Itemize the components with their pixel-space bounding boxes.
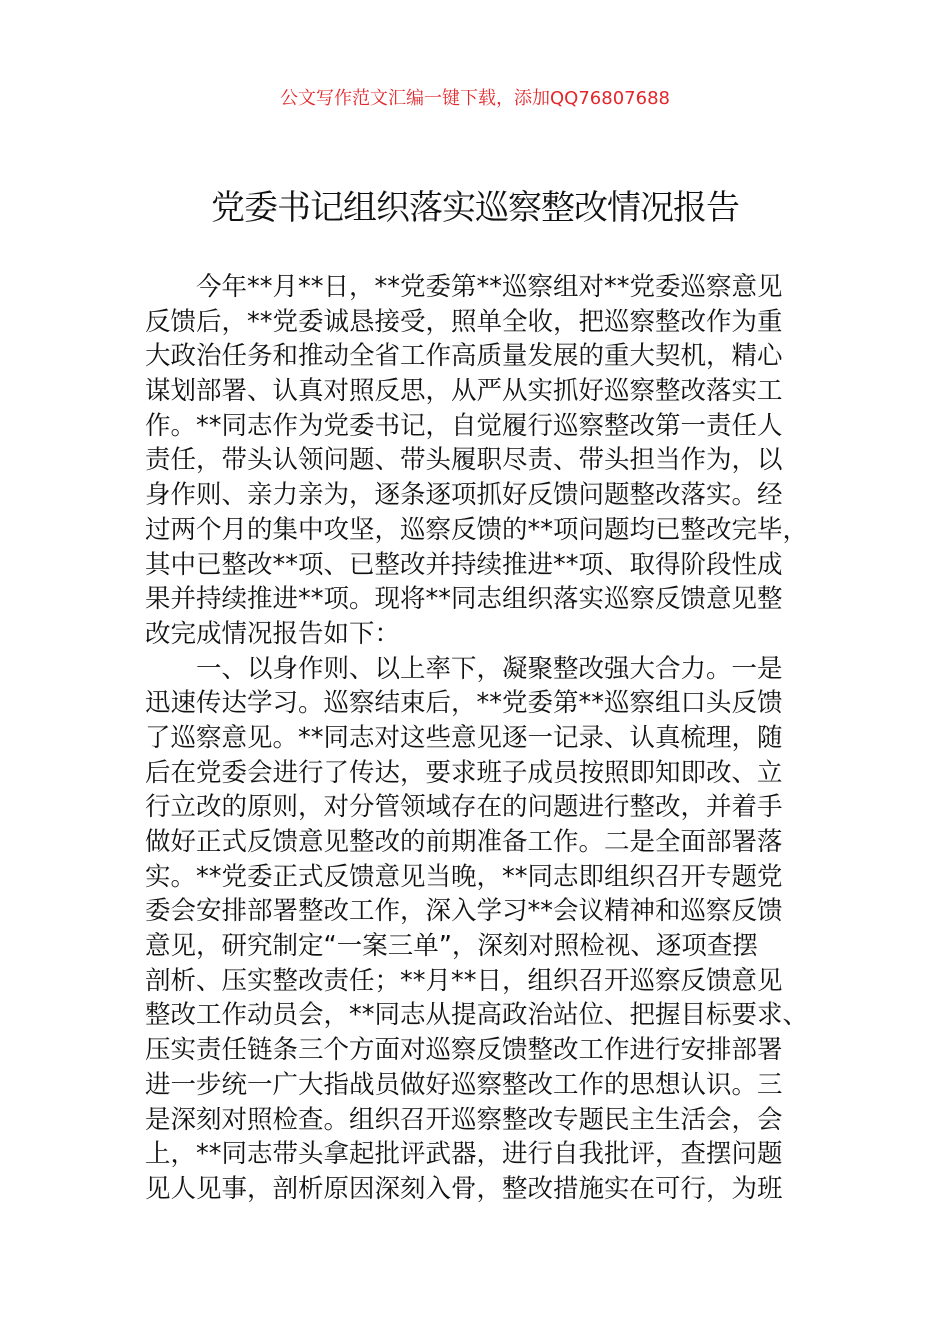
body-text-line: 大政治任务和推动全省工作高质量发展的重大契机，精心 [145,341,783,372]
document-title: 党委书记组织落实巡察整改情况报告 [211,188,739,228]
body-text-line: 谋划部署、认真对照反思，从严从实抓好巡察整改落实工 [145,376,783,407]
body-text-line: 反馈后，**党委诚恳接受，照单全收，把巡察整改作为重 [145,306,783,337]
body-text-line: 其中已整改**项、已整改并持续推进**项、取得阶段性成 [145,549,783,580]
body-text-line: 见人见事，剖析原因深刻入骨，整改措施实在可行，为班 [145,1173,783,1204]
document-body [145,270,825,1207]
body-text-line: 今年**月**日，**党委第**巡察组对**党委巡察意见 [196,272,783,302]
body-text-line: 是深刻对照检查。组织召开巡察整改专题民主生活会，会 [145,1104,783,1135]
body-text-line: 整改工作动员会，**同志从提高政治站位、把握目标要求、 [145,1000,809,1031]
body-text-line: 意见，研究制定“一案三单”，深刻对照检视、逐项查摆 [145,931,758,962]
body-text-line: 一、以身作则、以上率下，凝聚整改强大合力。一是 [196,653,783,684]
body-text-line: 责任，带头认领问题、带头履职尽责、带头担当作为，以 [145,445,783,476]
watermark-header: 公文写作范文汇编一键下载，添加QQ76807688 [280,88,670,109]
body-text-line: 剖析、压实整改责任；**月**日，组织召开巡察反馈意见 [145,965,783,996]
body-text-line: 行立改的原则，对分管领域存在的问题进行整改，并着手 [145,792,783,823]
body-text-line: 过两个月的集中攻坚，巡察反馈的**项问题均已整改完毕， [145,514,809,545]
body-text-line: 进一步统一广大指战员做好巡察整改工作的思想认识。三 [145,1069,783,1100]
body-text-line: 压实责任链条三个方面对巡察反馈整改工作进行安排部署 [145,1035,783,1066]
body-text-line: 实。**党委正式反馈意见当晚，**同志即组织召开专题党 [145,861,783,892]
body-text-line: 作。**同志作为党委书记，自觉履行巡察整改第一责任人 [145,410,783,441]
body-text-line: 上，**同志带头拿起批评武器，进行自我批评，查摆问题 [145,1139,783,1170]
body-text-line: 后在党委会进行了传达，要求班子成员按照即知即改、立 [145,757,783,788]
body-text-line: 身作则、亲力亲为，逐条逐项抓好反馈问题整改落实。经 [145,480,783,511]
body-text-line: 果并持续推进**项。现将**同志组织落实巡察反馈意见整 [145,584,783,615]
body-text-line: 委会安排部署整改工作，深入学习**会议精神和巡察反馈 [145,896,783,927]
body-text-line: 迅速传达学习。巡察结束后，**党委第**巡察组口头反馈 [145,688,783,719]
body-text-line: 做好正式反馈意见整改的前期准备工作。二是全面部署落 [145,827,783,857]
body-text-line: 了巡察意见。**同志对这些意见逐一记录、认真梳理，随 [145,722,783,753]
body-text-line: 改完成情况报告如下： [145,618,401,649]
